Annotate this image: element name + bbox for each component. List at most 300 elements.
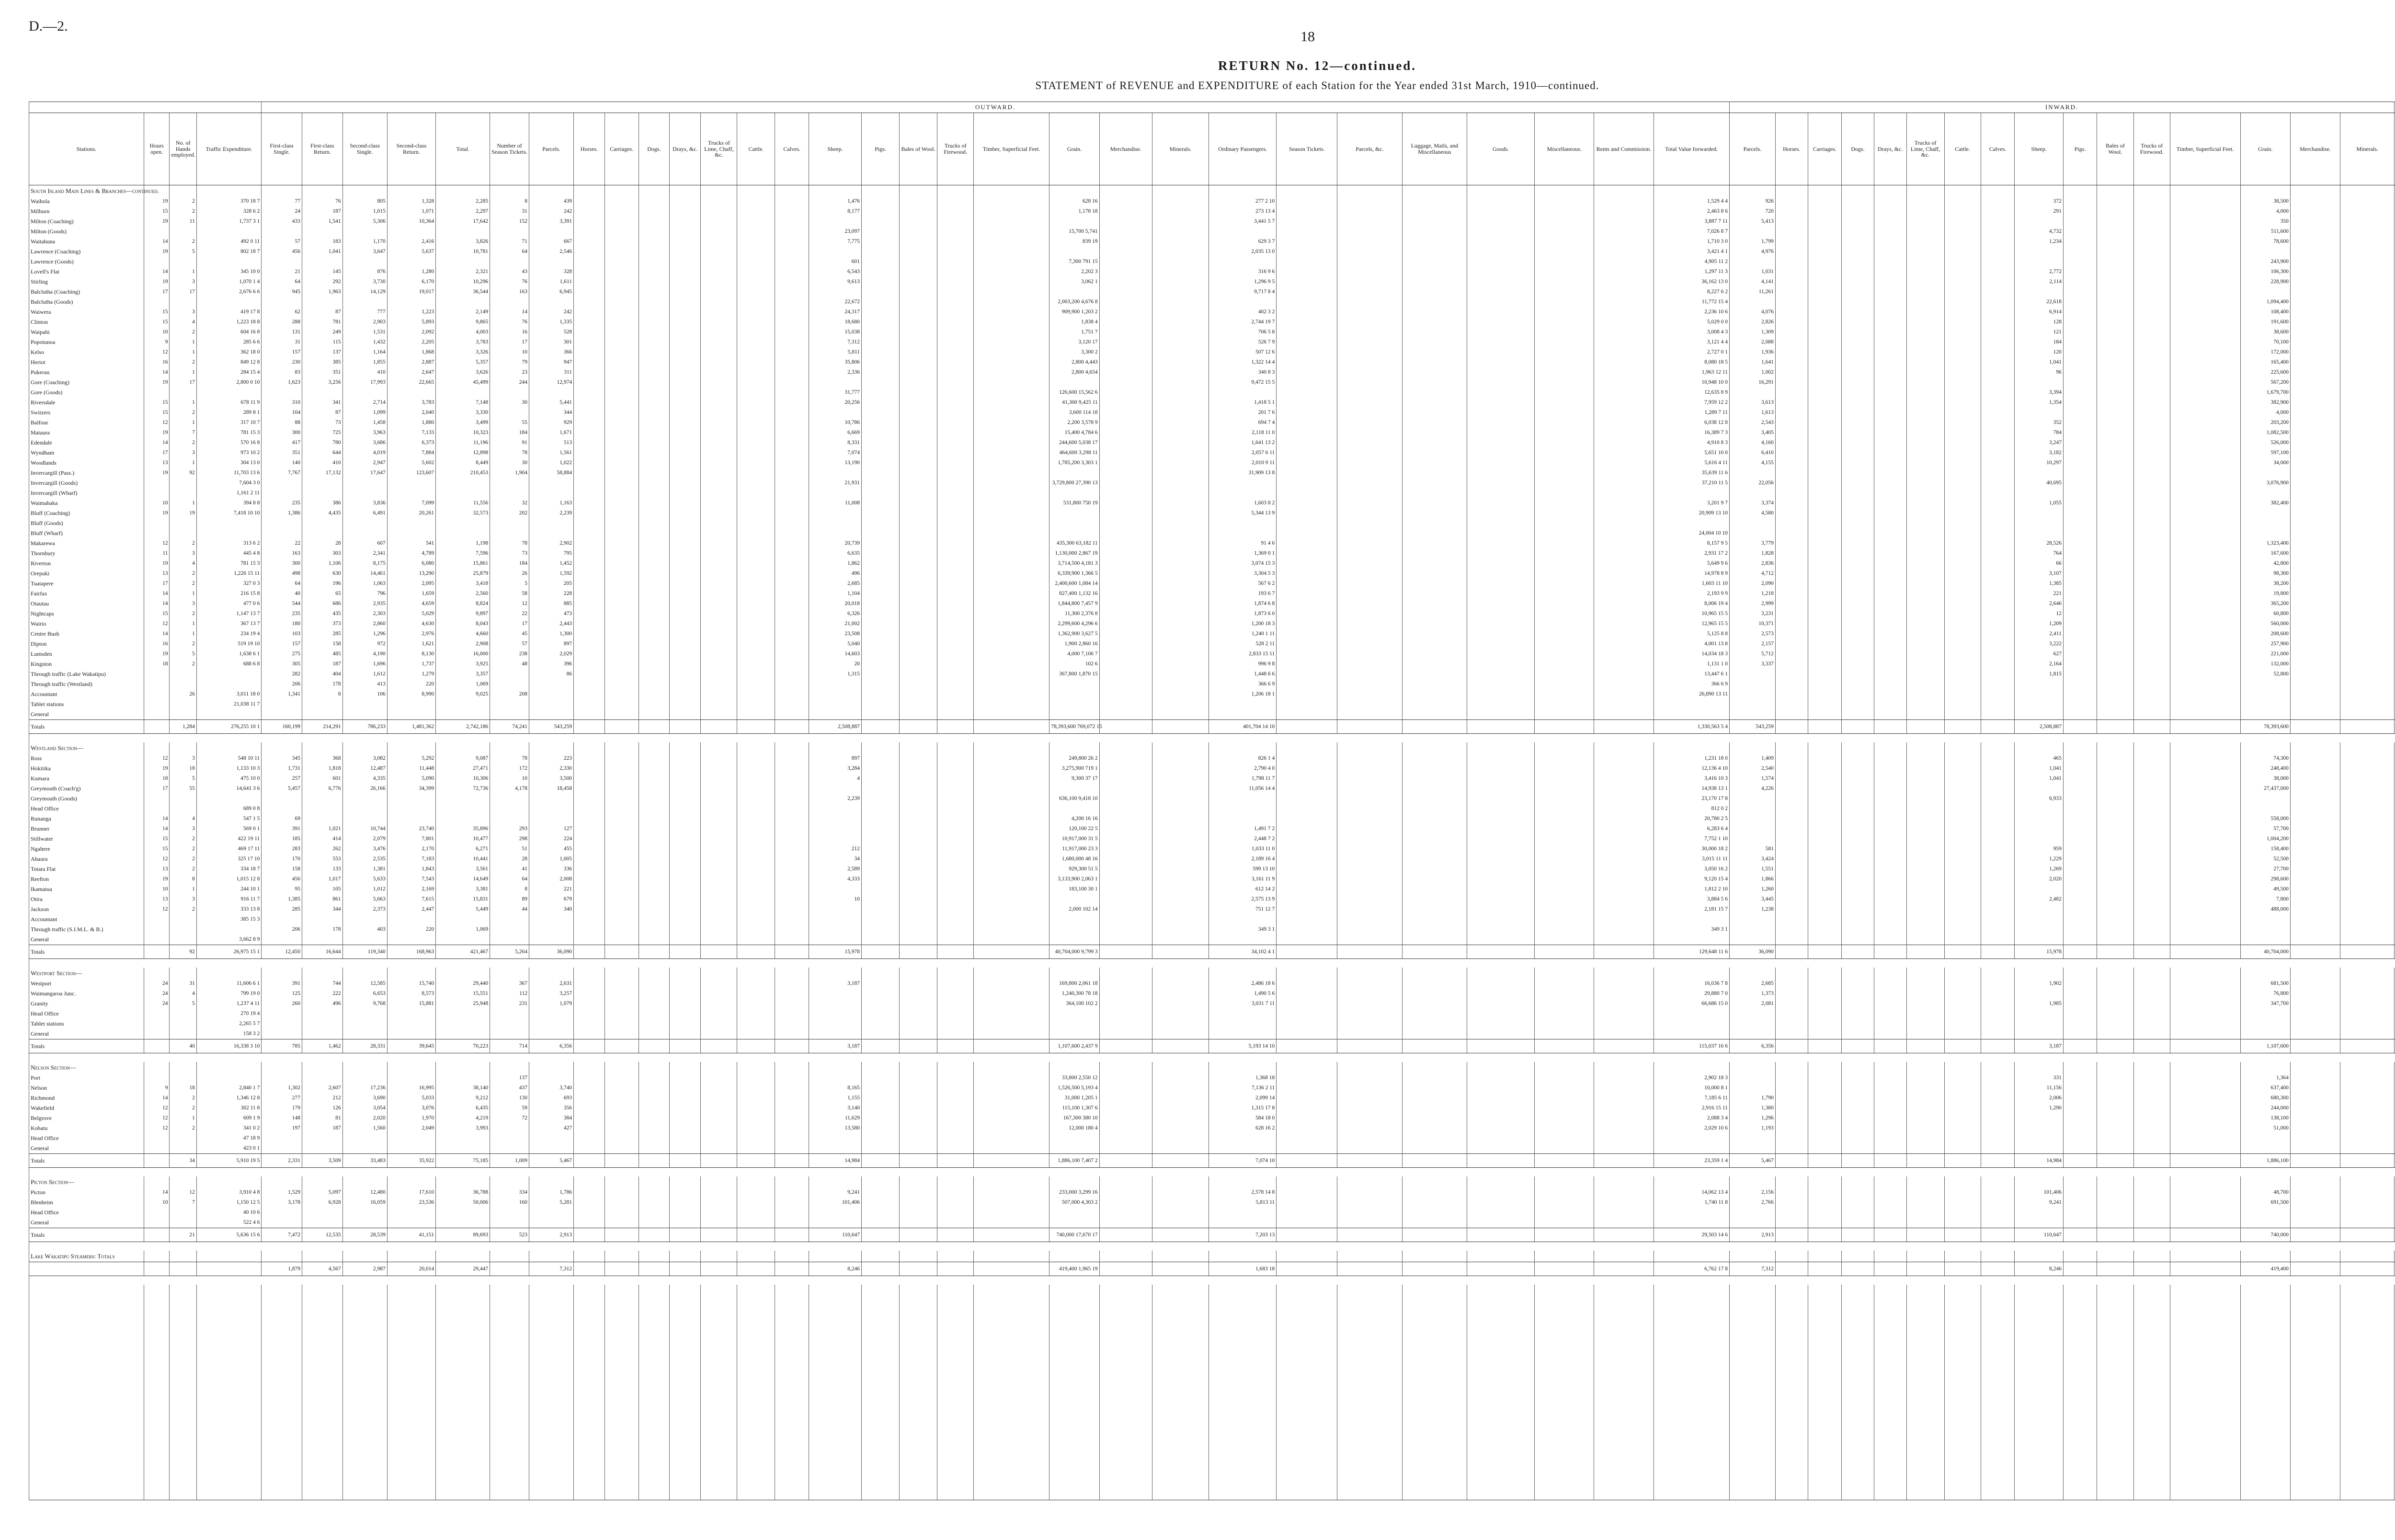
cell-ttot: 3,499 (436, 418, 490, 428)
cell-t1s: 64 (262, 579, 302, 589)
cell-t1s (262, 227, 302, 237)
cell-ttot: 36,544 (436, 287, 490, 297)
cell-station: Ngahere (29, 844, 144, 854)
cell-in-grain (2240, 689, 2290, 699)
cell-grain: 1,680,000 48 16 (1049, 854, 1099, 864)
cell-ttot: 5,357 (436, 357, 490, 367)
cell-hours: 14 (144, 824, 170, 834)
cell-t1r (302, 388, 342, 398)
cell-grain (1049, 784, 1099, 794)
cell-in-grain (2240, 1208, 2290, 1218)
cell-hours: 19 (144, 217, 170, 227)
cell-t2s: 26,166 (342, 784, 387, 794)
cell-exp: 475 10 0 (196, 774, 261, 784)
cell-total-value: 6,762 17 8 (1654, 1262, 1729, 1276)
cell-hours: 12 (144, 538, 170, 548)
cell-in-parcels: 5,467 (1729, 1154, 1775, 1168)
cell-t1s (262, 518, 302, 528)
cell-season: 78 (490, 448, 529, 458)
cell-parcels: 336 (529, 864, 573, 874)
cell-parcels: 36,090 (529, 945, 573, 959)
cell-ord (1209, 1143, 1277, 1154)
cell-t1r: 725 (302, 428, 342, 438)
cell-grain: 1,785,200 3,303 1 (1049, 458, 1099, 468)
cell-season: 43 (490, 267, 529, 277)
cell-ord: 599 13 10 (1209, 864, 1277, 874)
cell-t2r: 1,328 (387, 196, 436, 206)
cell-total-value: 23,359 1 4 (1654, 1154, 1729, 1168)
col-second-single: Second-class Single. (342, 113, 387, 185)
cell-ttot: 3,357 (436, 669, 490, 679)
cell-t1r: 214,291 (302, 720, 342, 734)
cell-station: Westport (29, 979, 144, 989)
col-first-single: First-class Single. (262, 113, 302, 185)
cell-parcels (529, 1133, 573, 1143)
cell-t2s: 2,535 (342, 854, 387, 864)
cell-sheep (809, 1143, 862, 1154)
cell-ord: 7,074 10 (1209, 1154, 1277, 1168)
cell-ord: 2,744 19 7 (1209, 317, 1277, 327)
cell-total-value: 6,038 12 8 (1654, 418, 1729, 428)
cell-ttot: 9,865 (436, 317, 490, 327)
cell-t1r: 183 (302, 237, 342, 247)
cell-in-sheep (2015, 834, 2064, 844)
cell-in-parcels (1729, 1133, 1775, 1143)
cell-exp: 345 10 0 (196, 267, 261, 277)
cell-hours: 12 (144, 904, 170, 914)
cell-in-sheep: 1,234 (2015, 237, 2064, 247)
cell-in-grain (2240, 1009, 2290, 1019)
cell-total-value: 1,963 12 11 (1654, 367, 1729, 377)
cell-ord (1209, 709, 1277, 720)
cell-station: Balfour (29, 418, 144, 428)
cell-t1r: 644 (302, 448, 342, 458)
table-row (29, 599, 2395, 609)
cell-station: Centre Bush (29, 629, 144, 639)
cell-t2s: 2,935 (342, 599, 387, 609)
cell-season: 72 (490, 1113, 529, 1123)
cell-in-sheep: 8,246 (2015, 1262, 2064, 1276)
cell-t2s: 1,458 (342, 418, 387, 428)
cell-station: Wakefield (29, 1103, 144, 1113)
table-row (29, 989, 2395, 999)
cell-parcels: 366 (529, 347, 573, 357)
cell-t2s: 796 (342, 589, 387, 599)
cell-grain (1049, 679, 1099, 689)
cell-season (490, 1208, 529, 1218)
totals-row (29, 1154, 2395, 1168)
cell-ttot: 3,381 (436, 884, 490, 894)
cell-t1s: 95 (262, 884, 302, 894)
totals-row (29, 1262, 2395, 1276)
cell-in-grain: 74,300 (2240, 753, 2290, 764)
cell-hands: 3 (170, 753, 196, 764)
cell-season: 238 (490, 649, 529, 659)
cell-t1s: 498 (262, 569, 302, 579)
cell-exp: 285 6 6 (196, 337, 261, 347)
col-in-trucks-firewood: Trucks of Firewood. (2133, 113, 2170, 185)
cell-sheep (809, 528, 862, 538)
col-rents: Rents and Commission. (1594, 113, 1654, 185)
cell-t1s: 88 (262, 418, 302, 428)
cell-grain: 1,178 18 (1049, 206, 1099, 217)
cell-t1s: 1,623 (262, 377, 302, 388)
cell-total-value: 2,916 15 11 (1654, 1103, 1729, 1113)
cell-exp: 1,346 12 8 (196, 1093, 261, 1103)
cell-in-parcels: 2,088 (1729, 337, 1775, 347)
cell-in-grain (2240, 699, 2290, 709)
cell-ord: 2,578 14 8 (1209, 1187, 1277, 1198)
cell-t2r: 2,092 (387, 327, 436, 337)
cell-hours: 17 (144, 287, 170, 297)
cell-exp: 7,604 3 0 (196, 478, 261, 488)
cell-in-sheep: 3,394 (2015, 388, 2064, 398)
cell-grain: 78,393,600 769,072 15 (1049, 720, 1099, 734)
cell-in-grain: 228,900 (2240, 277, 2290, 287)
cell-parcels (529, 1009, 573, 1019)
cell-in-sheep (2015, 1113, 2064, 1123)
cell-ord: 91 4 6 (1209, 538, 1277, 548)
cell-in-grain: 419,400 (2240, 1262, 2290, 1276)
cell-in-parcels: 3,445 (1729, 894, 1775, 904)
cell-hours: 18 (144, 774, 170, 784)
cell-sheep (809, 287, 862, 297)
cell-hours (144, 1073, 170, 1083)
cell-t2r: 22,665 (387, 377, 436, 388)
cell-station: Balclutha (Goods) (29, 297, 144, 307)
cell-ttot: 75,185 (436, 1154, 490, 1168)
cell-sheep: 20,018 (809, 599, 862, 609)
cell-parcels (529, 297, 573, 307)
cell-hands: 2 (170, 1093, 196, 1103)
cell-hands: 8 (170, 874, 196, 884)
col-tickets-total: Total. (436, 113, 490, 185)
cell-ttot: 3,626 (436, 367, 490, 377)
cell-grain (1049, 709, 1099, 720)
cell-exp (196, 679, 261, 689)
cell-in-grain: 3,076,900 (2240, 478, 2290, 488)
cell-in-sheep: 96 (2015, 367, 2064, 377)
cell-in-grain (2240, 518, 2290, 528)
col-miscellaneous: Miscellaneous. (1535, 113, 1594, 185)
cell-ttot: 4,003 (436, 327, 490, 337)
cell-t2r: 541 (387, 538, 436, 548)
cell-in-sheep: 1,041 (2015, 357, 2064, 367)
cell-ttot: 50,006 (436, 1198, 490, 1208)
cell-sheep (809, 834, 862, 844)
cell-grain: 3,714,500 4,181 3 (1049, 559, 1099, 569)
cell-t1s: 7,767 (262, 468, 302, 478)
cell-t1s: 7,472 (262, 1228, 302, 1242)
cell-ord: 2,035 13 0 (1209, 247, 1277, 257)
col-total-value: Total Value forwarded. (1654, 113, 1729, 185)
cell-t2r: 19,017 (387, 287, 436, 297)
cell-sheep (809, 518, 862, 528)
cell-t1s: 310 (262, 398, 302, 408)
cell-sheep: 11,629 (809, 1113, 862, 1123)
cell-season: 64 (490, 247, 529, 257)
cell-parcels: 5,467 (529, 1154, 573, 1168)
table-row (29, 1123, 2395, 1133)
cell-ttot: 35,896 (436, 824, 490, 834)
cell-ttot: 1,069 (436, 679, 490, 689)
cell-total-value: 2,463 8 6 (1654, 206, 1729, 217)
cell-ord (1209, 804, 1277, 814)
cell-t1s: 305 (262, 659, 302, 669)
cell-hours: 24 (144, 999, 170, 1009)
cell-t2r: 2,040 (387, 408, 436, 418)
cell-season (490, 1009, 529, 1019)
cell-t2s: 8,175 (342, 559, 387, 569)
cell-in-grain (2240, 924, 2290, 935)
cell-grain (1049, 894, 1099, 904)
cell-station: Accountant (29, 689, 144, 699)
cell-in-sheep: 15,978 (2015, 945, 2064, 959)
col-pigs: Pigs. (862, 113, 900, 185)
table-row (29, 1218, 2395, 1228)
cell-hours (144, 914, 170, 924)
cell-total-value: 12,635 8 9 (1654, 388, 1729, 398)
cell-hands: 5 (170, 649, 196, 659)
cell-t2s (342, 794, 387, 804)
cell-hands: 1 (170, 367, 196, 377)
cell-total-value: 3,050 16 2 (1654, 864, 1729, 874)
cell-parcels: 1,452 (529, 559, 573, 569)
cell-in-grain: 27,700 (2240, 864, 2290, 874)
cell-grain (1049, 488, 1099, 498)
cell-in-grain: 27,437,000 (2240, 784, 2290, 794)
cell-parcels (529, 1208, 573, 1218)
cell-in-sheep: 784 (2015, 428, 2064, 438)
cell-in-parcels (1729, 814, 1775, 824)
cell-t1s: 157 (262, 347, 302, 357)
cell-hours: 13 (144, 458, 170, 468)
col-hours-open: Hours open. (144, 113, 170, 185)
cell-t2s: 119,340 (342, 945, 387, 959)
cell-grain: 6,339,900 1,366 5 (1049, 569, 1099, 579)
cell-total-value (1654, 1218, 1729, 1228)
cell-exp: 423 0 1 (196, 1143, 261, 1154)
cell-t2r (387, 1143, 436, 1154)
cell-t2r (387, 257, 436, 267)
cell-in-sheep: 2,020 (2015, 874, 2064, 884)
cell-t2s: 1,012 (342, 884, 387, 894)
cell-t2s: 1,855 (342, 357, 387, 367)
cell-total-value: 349 3 1 (1654, 924, 1729, 935)
cell-in-sheep: 2,482 (2015, 894, 2064, 904)
cell-in-parcels: 2,543 (1729, 418, 1775, 428)
cell-hours: 13 (144, 894, 170, 904)
cell-sheep: 6,669 (809, 428, 862, 438)
cell-t2s (342, 1019, 387, 1029)
cell-sheep: 10,786 (809, 418, 862, 428)
cell-t2r (387, 914, 436, 924)
cell-grain (1049, 1143, 1099, 1154)
cell-t1r: 744 (302, 979, 342, 989)
cell-ttot (436, 518, 490, 528)
cell-in-grain: 248,400 (2240, 764, 2290, 774)
cell-total-value: 1,131 1 0 (1654, 659, 1729, 669)
cell-in-sheep: 40,695 (2015, 478, 2064, 488)
cell-t1r (302, 814, 342, 824)
cell-t2s: 2,903 (342, 317, 387, 327)
cell-season (490, 478, 529, 488)
cell-grain (1049, 914, 1099, 924)
cell-t2r: 4,789 (387, 548, 436, 559)
cell-hands: 1 (170, 498, 196, 508)
cell-hours (144, 689, 170, 699)
cell-total-value: 14,978 8 9 (1654, 569, 1729, 579)
cell-t1s: 185 (262, 834, 302, 844)
cell-t1s: 104 (262, 408, 302, 418)
cell-season (490, 1019, 529, 1029)
cell-parcels: 795 (529, 548, 573, 559)
cell-t2r: 1,223 (387, 307, 436, 317)
cell-t2s: 3,476 (342, 844, 387, 854)
cell-in-parcels: 2,999 (1729, 599, 1775, 609)
cell-season: 231 (490, 999, 529, 1009)
cell-season: 367 (490, 979, 529, 989)
cell-exp (196, 709, 261, 720)
cell-exp: 1,638 6 1 (196, 649, 261, 659)
cell-parcels: 3,500 (529, 774, 573, 784)
cell-ttot: 9,897 (436, 609, 490, 619)
cell-in-grain (2240, 1019, 2290, 1029)
cell-station: General (29, 1218, 144, 1228)
cell-season: 5,264 (490, 945, 529, 959)
cell-hours: 12 (144, 1103, 170, 1113)
cell-in-parcels (1729, 924, 1775, 935)
cell-total-value: 2,727 0 1 (1654, 347, 1729, 357)
cell-in-sheep (2015, 1133, 2064, 1143)
cell-grain (1049, 699, 1099, 709)
cell-t2s: 1,099 (342, 408, 387, 418)
cell-in-parcels: 3,779 (1729, 538, 1775, 548)
cell-sheep (809, 924, 862, 935)
cell-exp: 302 11 8 (196, 1103, 261, 1113)
cell-exp: 973 10 2 (196, 448, 261, 458)
cell-station: Invercargill (Goods) (29, 478, 144, 488)
cell-t2r: 15,740 (387, 979, 436, 989)
cell-ord: 11,056 14 4 (1209, 784, 1277, 794)
cell-station: Orepuki (29, 569, 144, 579)
cell-t1s: 21 (262, 267, 302, 277)
cell-sheep: 101,406 (809, 1198, 862, 1208)
cell-sheep: 3,187 (809, 1039, 862, 1053)
cell-hours (144, 924, 170, 935)
table-row (29, 1009, 2395, 1019)
cell-ttot (436, 388, 490, 398)
cell-ord: 31,909 13 8 (1209, 468, 1277, 478)
col-bales-wool: Bales of Wool. (900, 113, 937, 185)
cell-exp: 341 0 2 (196, 1123, 261, 1133)
cell-ord: 996 9 8 (1209, 659, 1277, 669)
cell-in-grain: 34,000 (2240, 458, 2290, 468)
col-grain: Grain. (1049, 113, 1099, 185)
cell-in-sheep: 1,229 (2015, 854, 2064, 864)
cell-season: 26 (490, 569, 529, 579)
cell-station: Otautau (29, 599, 144, 609)
cell-t1r: 780 (302, 438, 342, 448)
cell-t1s: 391 (262, 824, 302, 834)
cell-in-sheep: 1,902 (2015, 979, 2064, 989)
cell-in-sheep: 2,006 (2015, 1093, 2064, 1103)
col-in-parcels: Parcels. (1729, 113, 1775, 185)
cell-hands: 1 (170, 458, 196, 468)
cell-exp (196, 257, 261, 267)
cell-total-value: 4,001 13 8 (1654, 639, 1729, 649)
col-merchandise: Merchandise. (1099, 113, 1152, 185)
cell-hours (144, 388, 170, 398)
cell-sheep: 2,239 (809, 794, 862, 804)
cell-t2r: 20,261 (387, 508, 436, 518)
cell-ttot: 3,326 (436, 347, 490, 357)
cell-in-grain: 691,500 (2240, 1198, 2290, 1208)
cell-parcels: 205 (529, 579, 573, 589)
cell-in-parcels: 4,226 (1729, 784, 1775, 794)
cell-hours: 18 (144, 659, 170, 669)
cell-station: Woodlands (29, 458, 144, 468)
col-in-drays: Drays, &c. (1874, 113, 1906, 185)
cell-ord: 5,193 14 10 (1209, 1039, 1277, 1053)
cell-parcels: 242 (529, 307, 573, 317)
cell-hands: 3 (170, 894, 196, 904)
cell-ttot: 10,306 (436, 774, 490, 784)
cell-exp (196, 528, 261, 538)
cell-hands: 55 (170, 784, 196, 794)
cell-sheep: 10 (809, 894, 862, 904)
cell-exp: 327 0 3 (196, 579, 261, 589)
cell-exp: 689 0 8 (196, 804, 261, 814)
cell-t2r: 3,783 (387, 398, 436, 408)
cell-t1r: 65 (302, 589, 342, 599)
cell-t1s: 180 (262, 619, 302, 629)
table-row (29, 999, 2395, 1009)
cell-total-value: 2,029 10 6 (1654, 1123, 1729, 1133)
cell-in-grain: 191,600 (2240, 317, 2290, 327)
cell-t1r: 1,041 (302, 247, 342, 257)
cell-station: General (29, 709, 144, 720)
cell-hours (144, 679, 170, 689)
table-row (29, 1083, 2395, 1093)
cell-in-sheep: 627 (2015, 649, 2064, 659)
cell-t2r: 6,373 (387, 438, 436, 448)
cell-t1r: 630 (302, 569, 342, 579)
cell-exp: 492 0 11 (196, 237, 261, 247)
cell-in-parcels: 2,090 (1729, 579, 1775, 589)
cell-hours: 19 (144, 508, 170, 518)
cell-in-sheep: 1,354 (2015, 398, 2064, 408)
cell-grain: 1,886,100 7,407 2 (1049, 1154, 1099, 1168)
cell-station: Head Office (29, 804, 144, 814)
cell-ttot: 210,453 (436, 468, 490, 478)
cell-ttot: 14,649 (436, 874, 490, 884)
cell-grain: 364,100 102 2 (1049, 999, 1099, 1009)
cell-in-sheep (2015, 784, 2064, 794)
cell-hands: 5 (170, 247, 196, 257)
cell-t1r (302, 709, 342, 720)
cell-hours: 24 (144, 979, 170, 989)
cell-station: Brunner (29, 824, 144, 834)
cell-exp: 3,662 8 9 (196, 935, 261, 945)
cell-ord (1209, 1019, 1277, 1029)
cell-station: Riversdale (29, 398, 144, 408)
cell-in-grain: 57,700 (2240, 824, 2290, 834)
cell-exp: 678 11 9 (196, 398, 261, 408)
cell-grain: 7,300 791 15 (1049, 257, 1099, 267)
cell-t2r (387, 1029, 436, 1039)
cell-season (490, 709, 529, 720)
